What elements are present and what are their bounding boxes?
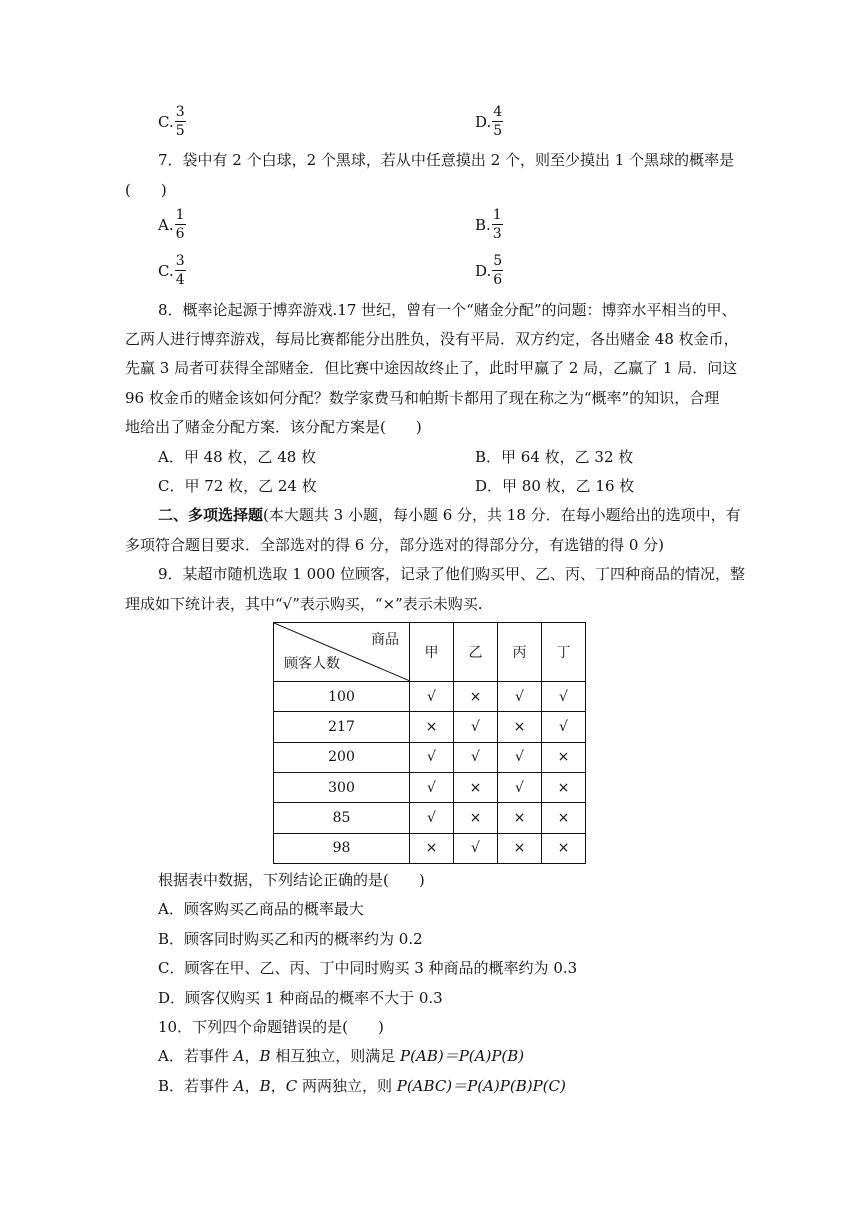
section2-title: 二、多项选择题 [158,506,264,524]
q7-option-b: B. $\frac{1}{3}$ [475,207,502,242]
mark-cell: √ [410,682,454,712]
formula: P(AB)＝P(A)P(B) [400,1047,525,1065]
fraction: $\frac{3}{5}$ [175,104,185,139]
mark-cell: × [542,742,586,772]
q9-line1: 9．某超市随机选取 1 000 位顾客，记录了他们购买甲、乙、丙、丁四种商品的情况，整 [158,565,746,583]
table-header-cell: 丁 [542,623,586,682]
corner-bottom-label: 顾客人数 [284,656,340,672]
mark-cell: √ [498,742,542,772]
statistics-table [273,622,586,864]
count-cell: 100 [274,682,410,712]
q8-option-b: B．甲 64 枚，乙 32 枚 [475,448,634,466]
q8-option-c: C．甲 72 枚，乙 24 枚 [158,477,317,495]
mark-cell: × [542,833,586,863]
mark-cell: √ [542,712,586,742]
mark-cell: √ [410,772,454,802]
q8-option-d: D．甲 80 枚，乙 16 枚 [475,477,635,495]
formula: P(ABC)＝P(A)P(B)P(C) [396,1077,566,1095]
q6-option-d: D. $\frac{4}{5}$ [475,104,503,139]
corner-top-label: 商品 [371,632,399,648]
q8-line2: 乙两人进行博弈游戏，每局比赛都能分出胜负，没有平局．双方约定，各出赌金 48 枚金币， [125,330,739,348]
q8-line4: 96 枚金币的赌金该如何分配？数学家费马和帕斯卡都用了现在称之为“概率”的知识，合理 [125,389,720,407]
mark-cell: √ [454,833,498,863]
q8-option-a: A．甲 48 枚，乙 48 枚 [158,448,317,466]
table-row [274,712,586,742]
q9-option-d: D．顾客仅购买 1 种商品的概率不大于 0.3 [158,989,443,1007]
table-row [274,742,586,772]
mark-cell: × [454,772,498,802]
mark-cell: × [542,803,586,833]
mark-cell: √ [410,803,454,833]
q7-stem-line1: 7．袋中有 2 个白球，2 个黑球，若从中任意摸出 2 个，则至少摸出 1 个黑球的概率是 [158,151,735,169]
fraction: $\frac{5}{6}$ [493,253,503,288]
fraction: $\frac{4}{5}$ [493,104,503,139]
q10-option-a: A．若事件 A，B 相互独立，则满足 P(AB)＝P(A)P(B) [158,1047,525,1065]
q6-option-c: C. $\frac{3}{5}$ [158,104,185,139]
mark-cell: × [498,803,542,833]
count-cell: 200 [274,742,410,772]
count-cell: 85 [274,803,410,833]
table-header-row [274,623,586,682]
table-header-cell: 甲 [410,623,454,682]
q7-option-c: C. $\frac{3}{4}$ [158,253,185,288]
mark-cell: × [454,803,498,833]
mark-cell: × [498,833,542,863]
q9-line2: 理成如下统计表，其中“√”表示购买，“×”表示未购买. [125,595,483,613]
q8-line1: 8．概率论起源于博弈游戏.17 世纪，曾有一个“赌金分配”的问题：博弈水平相当的甲、 [158,301,737,319]
mark-cell: × [410,712,454,742]
q9-after: 根据表中数据，下列结论正确的是( ) [158,871,425,889]
table-header-cell: 丙 [498,623,542,682]
table-row [274,833,586,863]
table-header-cell: 乙 [454,623,498,682]
count-cell: 98 [274,833,410,863]
q7-option-a: A. $\frac{1}{6}$ [158,207,185,242]
mark-cell: × [498,712,542,742]
table-corner-cell [274,623,410,682]
mark-cell: × [542,772,586,802]
table-row [274,682,586,712]
q7-option-d: D. $\frac{5}{6}$ [475,253,503,288]
section2-desc1: (本大题共 3 小题，每小题 6 分，共 18 分．在每小题给出的选项中，有 [263,506,741,524]
q9-option-a: A．顾客购买乙商品的概率最大 [158,900,364,918]
q9-option-b: B．顾客同时购买乙和丙的概率约为 0.2 [158,930,423,948]
mark-cell: √ [410,742,454,772]
table-row [274,803,586,833]
mark-cell: √ [454,712,498,742]
fraction: $\frac{1}{3}$ [492,207,502,242]
section2-heading [158,505,741,525]
q7-stem-line2: ( ) [125,181,167,199]
mark-cell: √ [498,772,542,802]
count-cell: 217 [274,712,410,742]
fraction: $\frac{3}{4}$ [175,253,185,288]
mark-cell: √ [454,742,498,772]
q10-stem: 10．下列四个命题错误的是( ) [158,1018,384,1036]
fraction: $\frac{1}{6}$ [175,207,185,242]
mark-cell: √ [542,682,586,712]
mark-cell: √ [498,682,542,712]
mark-cell: × [410,833,454,863]
q9-option-c: C．顾客在甲、乙、丙、丁中同时购买 3 种商品的概率约为 0.3 [158,959,578,977]
q8-line3: 先赢 3 局者可获得全部赌金．但比赛中途因故终止了，此时甲赢了 2 局，乙赢了 1 局．问这 [125,359,738,377]
table-row [274,772,586,802]
q10-option-b: B．若事件 A，B，C 两两独立，则 P(ABC)＝P(A)P(B)P(C) [158,1077,566,1095]
q8-line5: 地给出了赌金分配方案．该分配方案是( ) [125,418,422,436]
mark-cell: × [454,682,498,712]
section2-desc2: 多项符合题目要求．全部选对的得 6 分，部分选对的得部分分，有选错的得 0 分) [125,536,665,554]
count-cell: 300 [274,772,410,802]
